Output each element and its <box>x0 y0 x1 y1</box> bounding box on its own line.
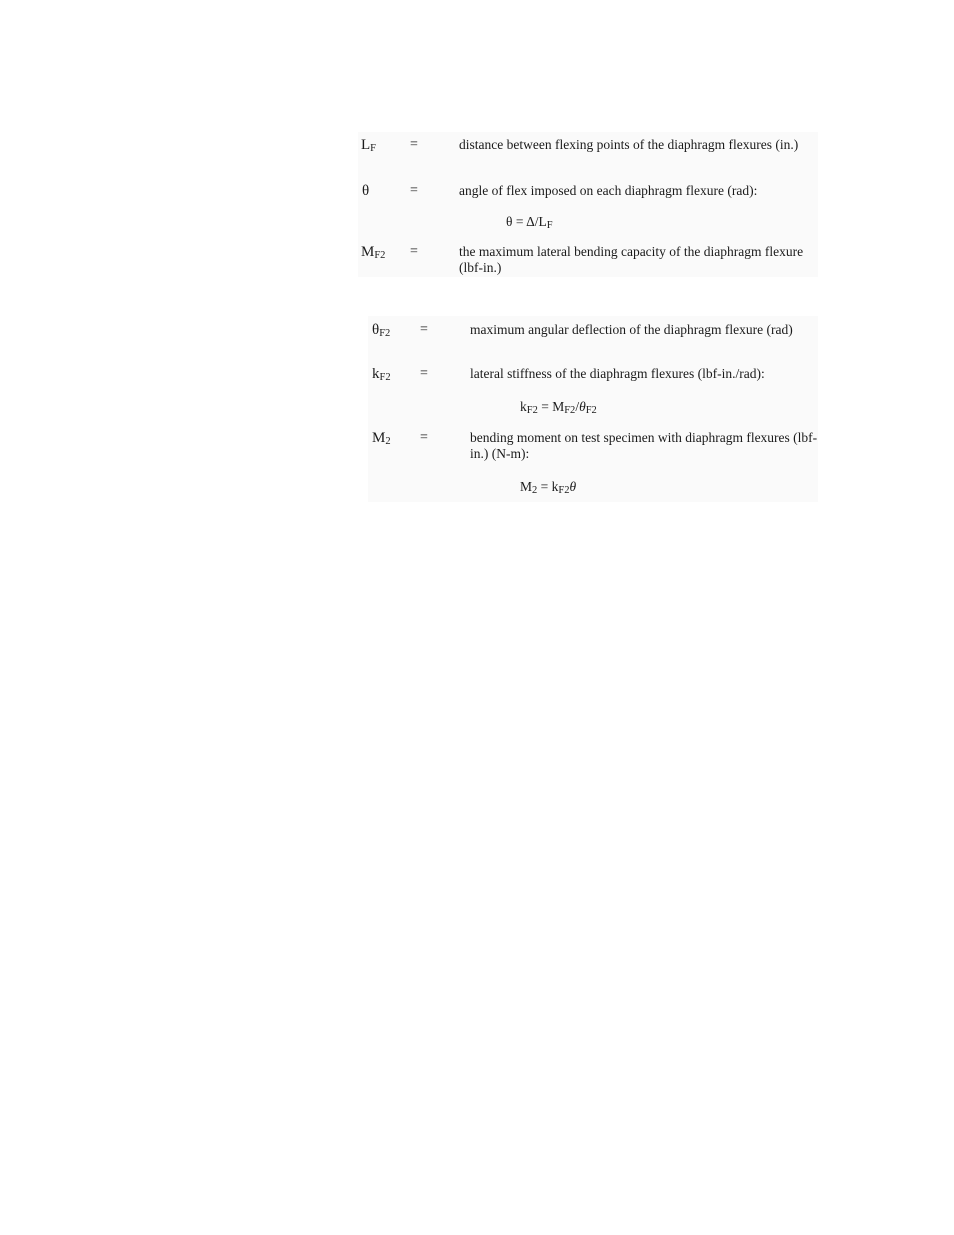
definition-lf: distance between flexing points of the diaphragm flexures (in.) <box>459 137 799 152</box>
symbol-m2: $M_2$ <box>372 430 391 447</box>
symbol-theta: θ <box>362 183 370 199</box>
definition-theta: angle of flex imposed on each diaphragm flexure (rad): <box>459 183 758 198</box>
equals-sign: = <box>410 183 418 198</box>
symbol-theta-f2: $\theta_{F2}$ <box>372 322 391 339</box>
definition-mf2: the maximum lateral bending capacity of the diaphragm flexure (lbf-in.) <box>459 244 804 275</box>
definition-theta-f2: maximum angular deflection of the diaphragm flexure (rad) <box>470 322 793 337</box>
symbol-lf: $L_F$ <box>361 137 377 154</box>
equals-sign: = <box>420 430 428 445</box>
equals-sign: = <box>420 322 428 337</box>
definition-m2: bending moment on test specimen with diaphragm flexures (lbf-in.) (N-m): <box>470 430 818 461</box>
equals-sign: = <box>410 137 418 152</box>
definition-kf2: lateral stiffness of the diaphragm flexures (lbf-in./rad): <box>470 366 765 381</box>
formula-theta: $\theta = \Delta/L_F$ <box>506 214 553 231</box>
formula-m2: $M_2 = k_{F2}\theta$ <box>520 479 577 496</box>
symbol-kf2: $k_{F2}$ <box>372 366 391 383</box>
symbol-mf2: $M_{F2}$ <box>361 244 386 261</box>
equals-sign: = <box>420 366 428 381</box>
formula-kf2: $k_{F2} = M_{F2}/\theta_{F2}$ <box>520 399 597 416</box>
equals-sign: = <box>410 244 418 259</box>
